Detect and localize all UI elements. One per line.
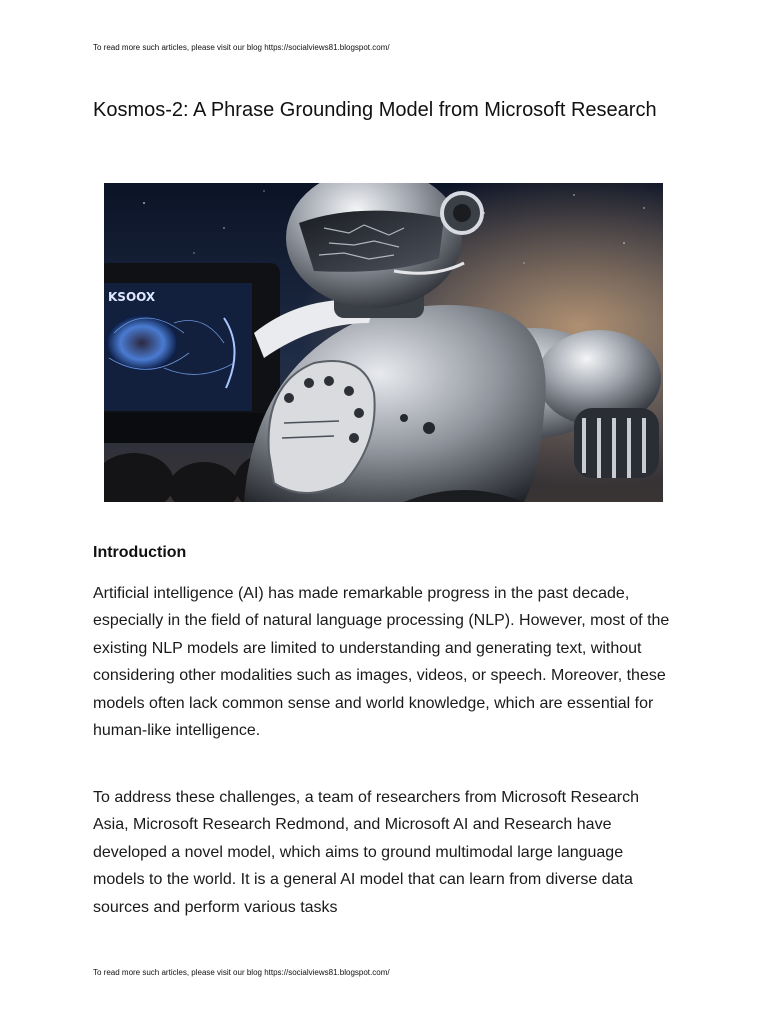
footer-blog-note: To read more such articles, please visit our blog https://socialviews81.blogspot.com/ bbox=[93, 968, 390, 977]
header-blog-note: To read more such articles, please visit our blog https://socialviews81.blogspot.com/ bbox=[93, 43, 390, 52]
monitor-text: KSOOX bbox=[108, 290, 156, 304]
section-heading-introduction: Introduction bbox=[93, 544, 187, 561]
monitor-screen bbox=[104, 263, 280, 443]
robot-body bbox=[244, 300, 546, 502]
paragraph: Artificial intelligence (AI) has made remarkable progress in the past decade, especially in the field of natural language processing (NLP). However, most of the existing NLP models are limited to understanding and generating text, without considering other modalities such as images, videos, or speech. Moreover, these models often lack common sense and world knowledge, which are essential for human-like intelligence. bbox=[93, 585, 670, 740]
hero-image bbox=[104, 183, 663, 502]
robot-illustration bbox=[104, 183, 663, 502]
article-title: Kosmos-2: A Phrase Grounding Model from Microsoft Research bbox=[93, 99, 657, 121]
paragraph: To address these challenges, a team of researchers from Microsoft Research Asia, Microsoft Research Redmond, and Microsoft AI and Research have developed a novel model, which aims to ground multimodal large language models to the world. It is a general AI model that can learn from diverse data sources and perform various tasks bbox=[93, 789, 640, 916]
